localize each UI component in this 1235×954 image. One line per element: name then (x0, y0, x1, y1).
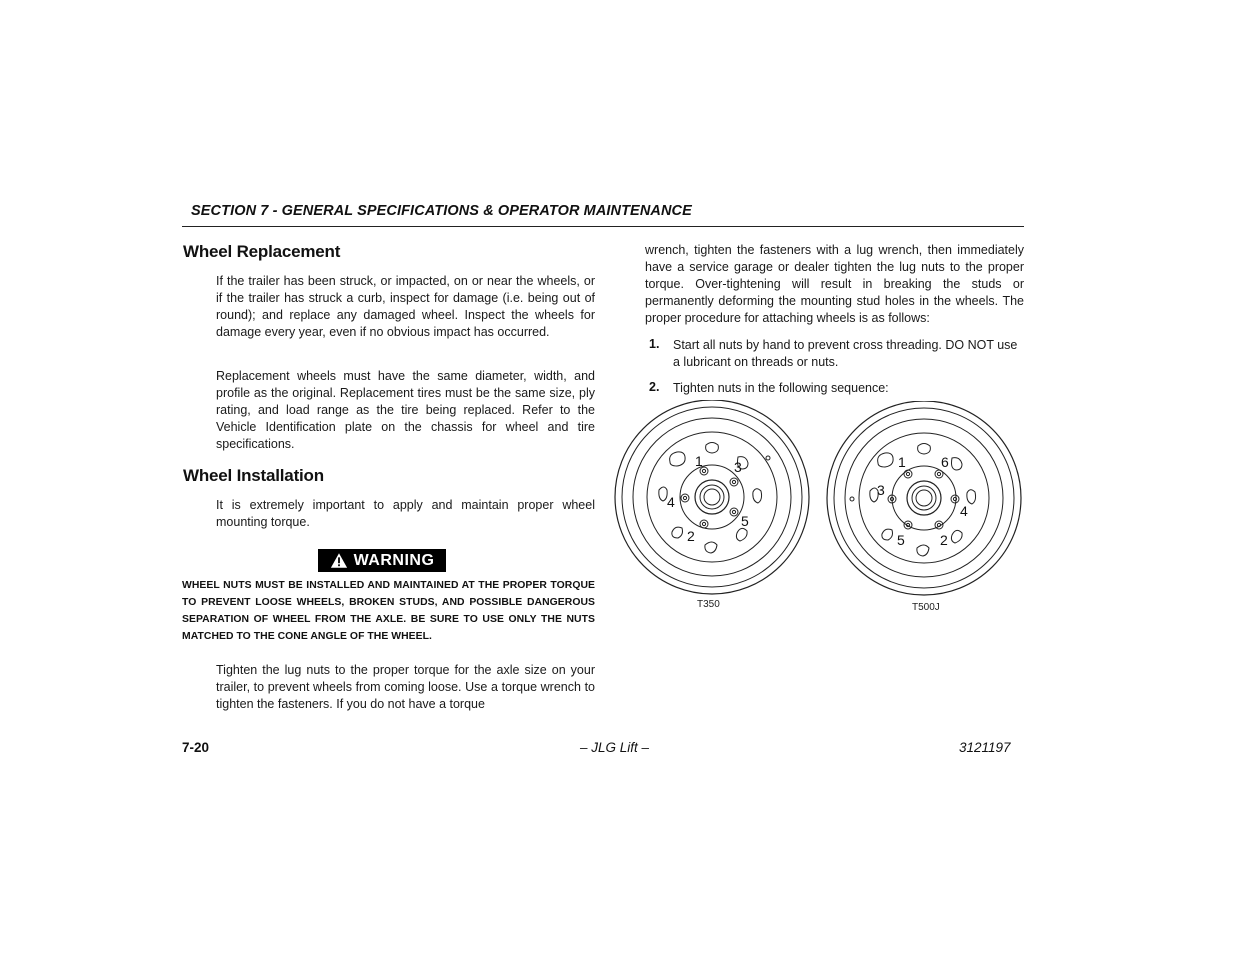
t500j-label-3: 3 (877, 482, 885, 498)
t350-label-2: 2 (687, 528, 695, 544)
header-rule (182, 226, 1024, 227)
wheel-installation-paragraph-1: It is extremely important to apply and maintain proper wheel mounting torque. (216, 498, 595, 529)
footer-center: – JLG Lift – (580, 740, 650, 755)
t500j-label-2: 2 (940, 532, 948, 548)
wheel-replacement-paragraph-2: Replacement wheels must have the same diameter, width, and profile as the original. Replacement tires must be the same size, ply rating, and load range as the tire being replaced. Refer to the Vehicle Identification plate on the chassis for wheel and tire specifications. (216, 369, 595, 451)
document-number: 3121197 (959, 740, 1011, 755)
t350-label-4: 4 (667, 494, 675, 510)
t500j-label-5: 5 (897, 532, 905, 548)
t350-label-3: 3 (734, 459, 742, 475)
t350-label-1: 1 (695, 453, 703, 469)
warning-triangle-icon (330, 552, 348, 569)
wheel-installation-heading: Wheel Installation (183, 466, 324, 485)
warning-label: WARNING (353, 551, 435, 569)
t500j-label-6: 6 (941, 454, 949, 470)
warning-text: WHEEL NUTS MUST BE INSTALLED AND MAINTAINED AT THE PROPER TORQUE TO PREVENT LOOSE WHEELS, BROKEN STUDS, AND POSSIBLE DANGEROUS SEPARATION OF WHEEL FROM THE AXLE. BE SURE TO USE ONLY THE NUTS MATCHED TO THE CONE ANGLE OF THE WHEEL. (182, 580, 595, 642)
wheel-installation-paragraph-3: wrench, tighten the fasteners with a lug wrench, then immediately have a service garage or dealer tighten the lug nuts to the proper torque. Over-tightening will result in breaking the studs or permanently deforming the mounting stud holes in the wheels. The proper procedure for attaching wheels is as follows: (645, 243, 1024, 325)
wheel-diagram-t350 (612, 400, 812, 598)
wheel-replacement-paragraph-1: If the trailer has been struck, or impacted, on or near the wheels, or if the trailer has struck a curb, inspect for damage (i.e. being out of round); and replace any damaged wheel. Inspect the wheels for damage every year, even if no obvious impact has occurred. (216, 274, 595, 339)
step-1-number: 1. (649, 337, 660, 351)
step-2-number: 2. (649, 380, 660, 394)
t500j-label-4: 4 (960, 503, 968, 519)
t500j-caption: T500J (912, 602, 940, 613)
wheel-diagram-t500j (824, 401, 1024, 599)
wheel-replacement-heading: Wheel Replacement (183, 242, 341, 261)
t500j-label-1: 1 (898, 454, 906, 470)
warning-badge (318, 549, 446, 572)
wheel-installation-paragraph-2: Tighten the lug nuts to the proper torque for the axle size on your trailer, to prevent wheels from coming loose. Use a torque wrench to tighten the fasteners. If you do not have a torque (216, 663, 595, 711)
section-title: SECTION 7 - GENERAL SPECIFICATIONS & OPERATOR MAINTENANCE (191, 203, 692, 219)
page-number: 7-20 (182, 740, 210, 755)
step-1-text: Start all nuts by hand to prevent cross threading. DO NOT use a lubricant on threads or nuts. (673, 338, 1018, 369)
t350-caption: T350 (697, 599, 720, 610)
step-2-text: Tighten nuts in the following sequence: (673, 381, 889, 395)
t350-label-5: 5 (741, 513, 749, 529)
